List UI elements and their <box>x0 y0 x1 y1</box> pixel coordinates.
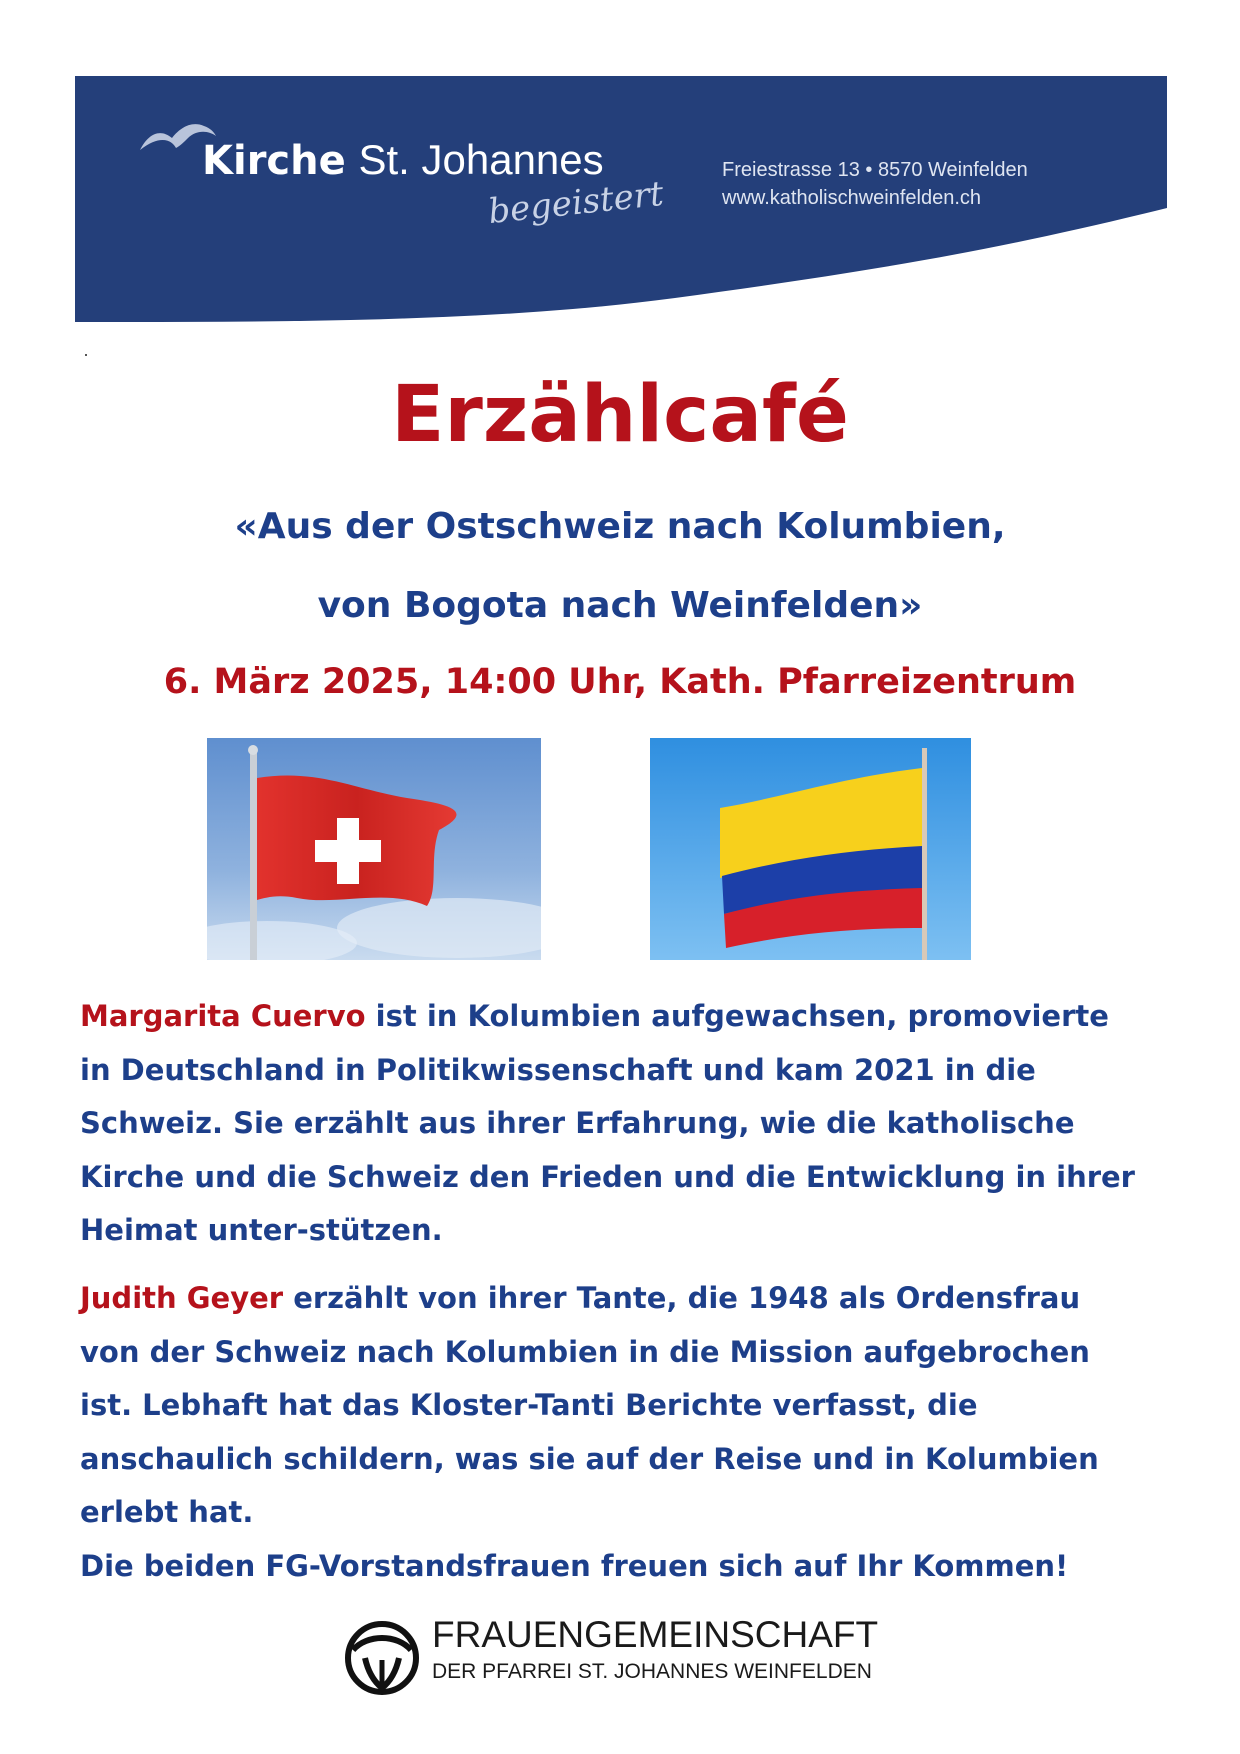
paragraph-judith-text: erzählt von ihrer Tante, die 1948 als Ordensfrau von der Schweiz nach Kolumbien in die Mission aufgebrochen ist. Lebhaft hat das Kloster-Tanti Berichte verfasst, die anschaulich schildern, was sie auf der Reise und in Kolumbien erlebt hat. <box>80 1281 1099 1529</box>
paragraph-judith <box>80 1272 1140 1540</box>
footer-org-name: FRAUENGEMEINSCHAFT <box>432 1614 879 1655</box>
speaker-name-judith: Judith Geyer <box>80 1281 284 1315</box>
speaker-name-margarita: Margarita Cuervo <box>80 999 366 1033</box>
header-address <box>722 156 1028 212</box>
colombian-flag-image <box>650 738 971 960</box>
colombian-flag-icon <box>650 738 971 960</box>
address-website: www.katholischweinfelden.ch <box>722 187 982 209</box>
swiss-flag-icon <box>207 738 541 960</box>
brand-name-bold: Kirche <box>202 138 346 184</box>
frauengemeinschaft-logo-icon <box>343 1620 421 1696</box>
paragraph-margarita <box>80 990 1140 1258</box>
event-subtitle-line2: von Bogota nach Weinfelden» <box>317 585 923 626</box>
swiss-flag-image <box>207 738 541 960</box>
brand-name-regular: St. Johannes <box>358 136 604 183</box>
footer-org-subtitle: DER PFARREI ST. JOHANNES WEINFELDEN <box>432 1660 872 1683</box>
closing-line: Die beiden FG-Vorstandsfrauen freuen sich auf Ihr Kommen! <box>80 1549 1069 1583</box>
event-title: Erzählcafé <box>391 370 849 460</box>
event-subtitle-line1: «Aus der Ostschweiz nach Kolumbien, <box>234 506 1006 547</box>
address-street: Freiestrasse 13 • 8570 Weinfelden <box>722 159 1028 181</box>
stray-dot <box>85 354 87 356</box>
paragraph-margarita-text: ist in Kolumbien aufgewachsen, promovierte in Deutschland in Politikwissenschaft und kam 2021 in die Schweiz. Sie erzählt aus ihrer Erfahrung, wie die katholische Kirche und die Schweiz den Frieden und die Entwicklung in ihrer Heimat unter-stützen. <box>80 999 1135 1247</box>
event-date-place: 6. März 2025, 14:00 Uhr, Kath. Pfarreizentrum <box>163 662 1077 702</box>
brand-tagline: begeistert <box>486 173 666 233</box>
brand-name <box>202 136 604 184</box>
